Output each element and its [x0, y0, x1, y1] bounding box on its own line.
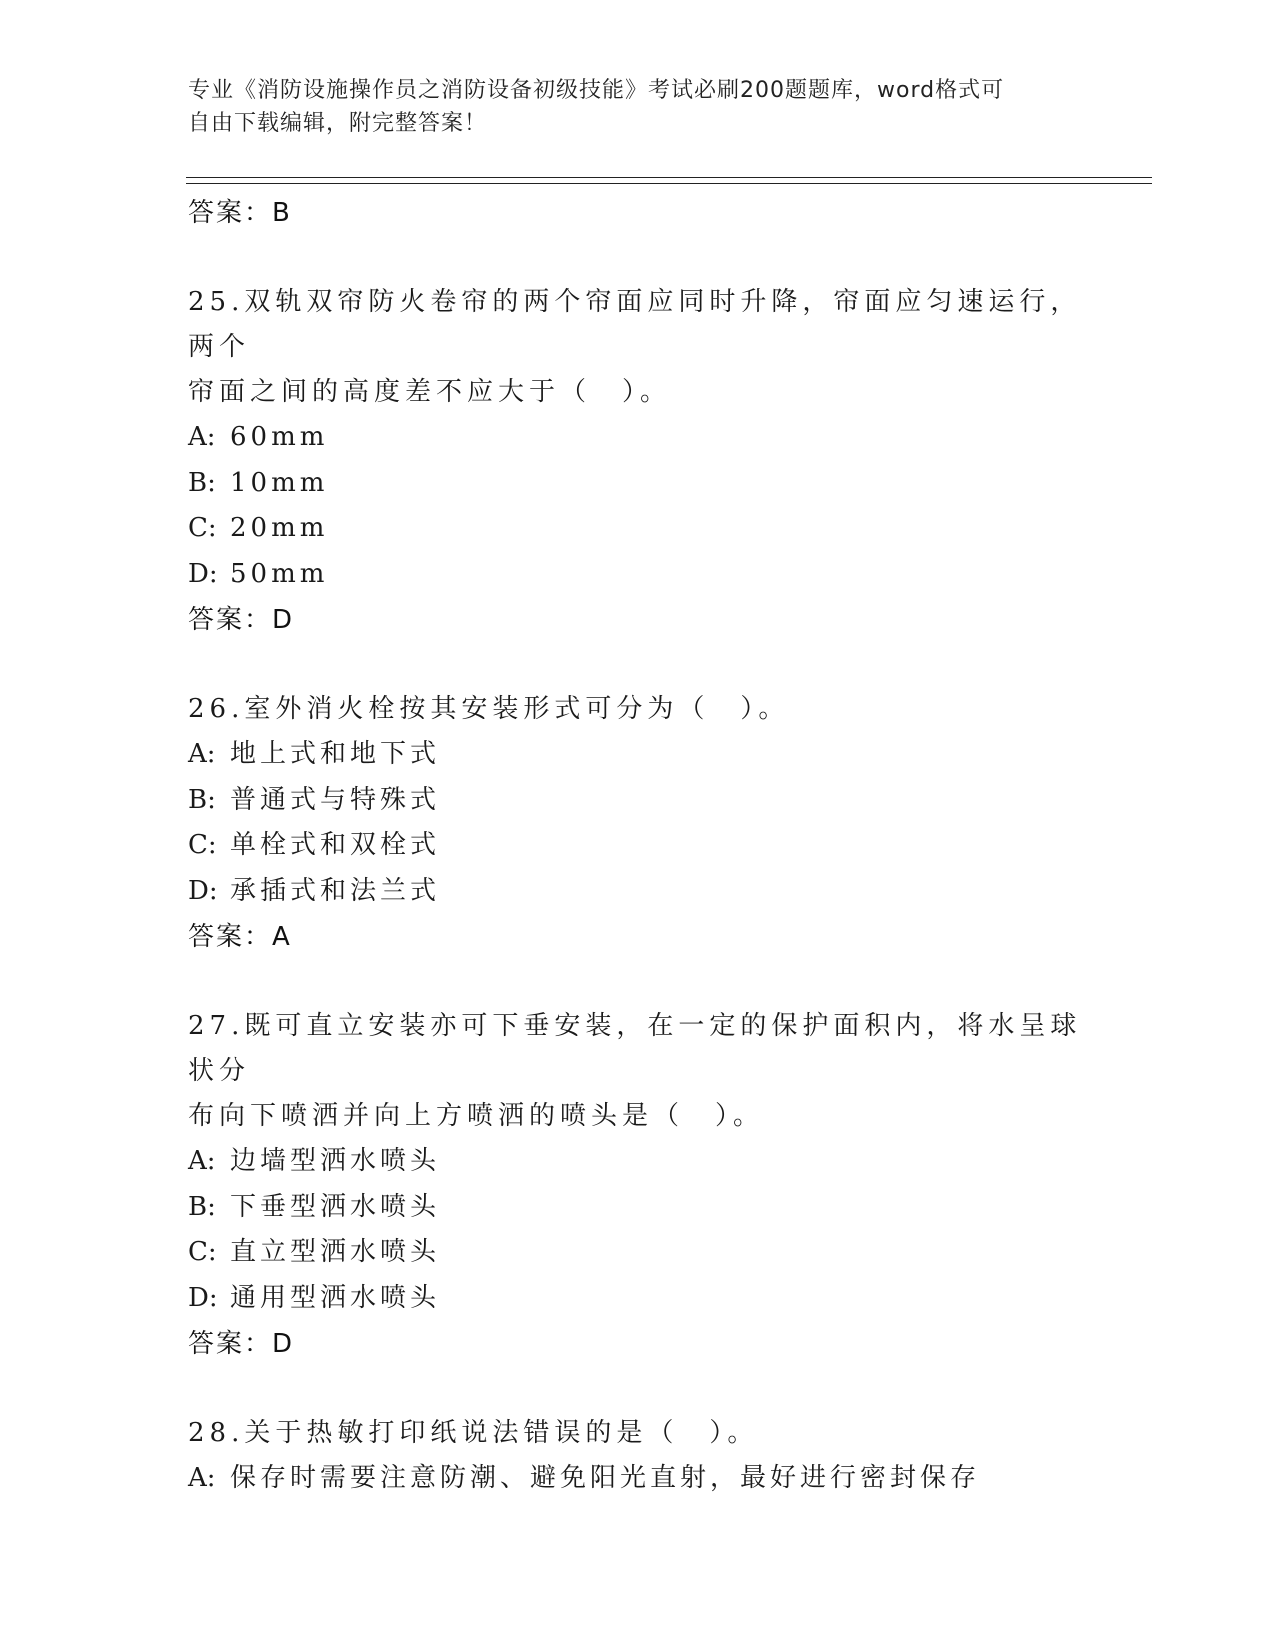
option-a	[188, 732, 1088, 778]
option-d	[188, 552, 1088, 598]
option-text: 60mm	[230, 422, 329, 452]
document-body	[188, 190, 1088, 1502]
option-letter: B:	[188, 784, 216, 815]
answer-label: 答案：	[188, 198, 273, 228]
answer-value: B	[272, 198, 292, 228]
option-text: 承插式和法兰式	[230, 875, 441, 906]
question-text-line-1: 既可直立安装亦可下垂安装，在一定的保护面积内，将水呈球状分	[188, 1011, 1082, 1086]
option-letter: B:	[188, 467, 216, 498]
question-text	[188, 1004, 1088, 1139]
question-text-line-1: 关于热敏打印纸说法错误的是（ ）。	[244, 1418, 759, 1448]
option-text: 单栓式和双栓式	[230, 830, 441, 860]
option-a	[188, 1456, 1088, 1502]
option-c	[188, 506, 1088, 552]
option-text: 50mm	[230, 558, 329, 589]
answer-line	[188, 190, 1088, 236]
option-letter: D:	[188, 875, 218, 906]
question-block-25	[188, 280, 1088, 643]
question-text-line-1: 双轨双帘防火卷帘的两个帘面应同时升降，帘面应匀速运行，两个	[188, 287, 1082, 362]
option-text: 地上式和地下式	[230, 739, 441, 769]
option-letter: D:	[188, 558, 218, 589]
header-line-2: 自由下载编辑，附完整答案！	[188, 111, 488, 136]
option-text: 下垂型洒水喷头	[230, 1191, 441, 1222]
option-text: 20mm	[230, 513, 329, 543]
question-block-27	[188, 1004, 1088, 1367]
option-letter: B:	[188, 1191, 216, 1222]
option-a	[188, 1139, 1088, 1185]
option-b	[188, 461, 1088, 507]
question-number: 25.	[188, 287, 245, 317]
answer-label: 答案：	[188, 1329, 273, 1359]
question-block-26	[188, 687, 1088, 960]
option-letter: A:	[188, 739, 216, 769]
option-text: 直立型洒水喷头	[230, 1237, 441, 1267]
option-b	[188, 1185, 1088, 1231]
option-d	[188, 1276, 1088, 1322]
answer-value: D	[272, 605, 295, 635]
question-text-line-1: 室外消火栓按其安装形式可分为（ ）。	[244, 694, 790, 724]
answer-value: A	[272, 922, 292, 952]
answer-line	[188, 914, 1088, 960]
option-c	[188, 1230, 1088, 1276]
option-text: 通用型洒水喷头	[230, 1282, 441, 1313]
question-number: 26.	[188, 694, 245, 724]
option-letter: A:	[188, 422, 216, 452]
question-text	[188, 280, 1088, 415]
option-text: 边墙型洒水喷头	[230, 1146, 441, 1176]
option-c	[188, 823, 1088, 869]
option-a	[188, 415, 1088, 461]
answer-label: 答案：	[188, 922, 273, 952]
option-d	[188, 869, 1088, 915]
option-letter: A:	[188, 1146, 216, 1176]
option-b	[188, 778, 1088, 824]
page-header	[188, 74, 1088, 140]
question-text-line-2: 布向下喷洒并向上方喷洒的喷头是（ ）。	[188, 1101, 765, 1131]
option-letter: C:	[188, 1237, 217, 1267]
answer-label: 答案：	[188, 605, 273, 635]
question-text	[188, 1411, 1088, 1456]
option-text: 10mm	[230, 467, 329, 498]
question-block-28	[188, 1411, 1088, 1502]
option-letter: A:	[188, 1463, 216, 1493]
question-text-line-2: 帘面之间的高度差不应大于（ ）。	[188, 377, 672, 407]
answer-value: D	[272, 1329, 295, 1359]
header-divider	[186, 177, 1152, 184]
option-letter: C:	[188, 513, 217, 543]
option-letter: C:	[188, 830, 217, 860]
answer-line	[188, 1321, 1088, 1367]
header-line-1: 专业《消防设施操作员之消防设备初级技能》考试必刷200题题库，word格式可	[188, 78, 1005, 103]
option-text: 普通式与特殊式	[230, 784, 441, 815]
question-number: 28.	[188, 1418, 245, 1448]
answer-line	[188, 597, 1088, 643]
question-text	[188, 687, 1088, 732]
question-number: 27.	[188, 1011, 245, 1041]
option-letter: D:	[188, 1282, 218, 1313]
option-text: 保存时需要注意防潮、避免阳光直射，最好进行密封保存	[230, 1463, 981, 1493]
